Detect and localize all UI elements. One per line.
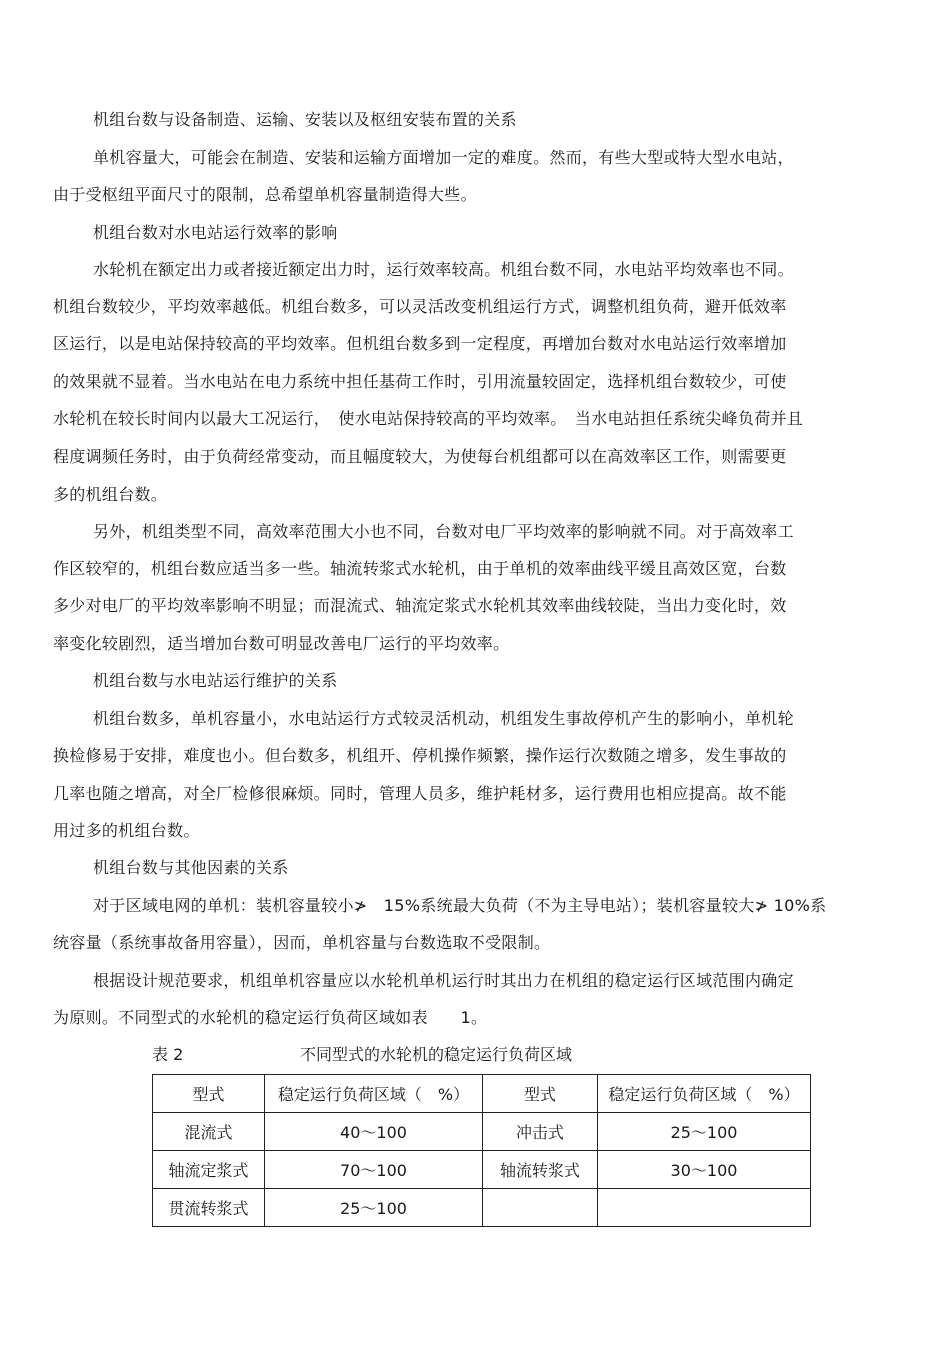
text-line: 几率也随之增高，对全厂检修很麻烦。同时，管理人员多，维护耗材多，运行费用也相应提高。故不能: [53, 784, 787, 803]
text-line: 单机容量大，可能会在制造、安装和运输方面增加一定的难度。然而，有些大型或特大型水电站，: [93, 148, 794, 167]
table-cell: [483, 1189, 598, 1227]
table-cell: 40～100: [265, 1113, 483, 1151]
table-cell: 轴流定浆式: [153, 1151, 265, 1189]
text-line: 的效果就不显着。当水电站在电力系统中担任基荷工作时，引用流量较固定，选择机组台数较少，可使: [53, 372, 787, 391]
text-line: 多少对电厂的平均效率影响不明显；而混流式、轴流定浆式水轮机其效率曲线较陡，当出力变化时，效: [53, 596, 787, 615]
text-line: 根据设计规范要求，机组单机容量应以水轮机单机运行时其出力在机组的稳定运行区域范围内确定: [93, 971, 794, 990]
table-cell: [598, 1189, 811, 1227]
section-heading: 机组台数与其他因素的关系: [93, 858, 289, 877]
header-cell: 稳定运行负荷区域（ %）: [265, 1075, 483, 1113]
text-line: 区运行，以是电站保持较高的平均效率。但机组台数多到一定程度，再增加台数对水电站运行效率增加: [53, 334, 787, 353]
text-line: 作区较窄的，机组台数应适当多一些。轴流转浆式水轮机，由于单机的效率曲线平缓且高效区宽，台数: [53, 559, 787, 578]
table-caption-label: 表 2: [152, 1045, 184, 1064]
table-cell: 30～100: [598, 1151, 811, 1189]
text-line: 率变化较剧烈，适当增加台数可明显改善电厂运行的平均效率。: [53, 634, 510, 653]
table-caption-title: 不同型式的水轮机的稳定运行负荷区域: [300, 1045, 573, 1064]
table-row: [153, 1189, 811, 1227]
text-line: 另外，机组类型不同，高效率范围大小也不同，台数对电厂平均效率的影响就不同。对于高效率工: [93, 522, 794, 541]
header-cell: 型式: [483, 1075, 598, 1113]
table-row: [153, 1151, 811, 1189]
text-line: 水轮机在较长时间内以最大工况运行， 使水电站保持较高的平均效率。 当水电站担任系统尖峰负荷并且: [53, 409, 804, 428]
text-line: 统容量（系统事故备用容量），因而，单机容量与台数选取不受限制。: [53, 933, 551, 952]
section-heading: 机组台数对水电站运行效率的影响: [93, 223, 338, 242]
text-line: 程度调频任务时，由于负荷经常变动，而且幅度较大，为使每台机组都可以在高效率区工作，则需要更: [53, 447, 787, 466]
table-cell: 轴流转浆式: [483, 1151, 598, 1189]
table-cell: 25～100: [265, 1189, 483, 1227]
section-heading: 机组台数与水电站运行维护的关系: [93, 671, 338, 690]
text-line: 机组台数较少，平均效率越低。机组台数多，可以灵活改变机组运行方式，调整机组负荷，避开低效率: [53, 297, 787, 316]
stable-load-table: [152, 1074, 811, 1227]
table-cell: 冲击式: [483, 1113, 598, 1151]
header-cell: 型式: [153, 1075, 265, 1113]
text-line: 水轮机在额定出力或者接近额定出力时，运行效率较高。机组台数不同，水电站平均效率也不同。: [93, 260, 794, 279]
table-cell: 混流式: [153, 1113, 265, 1151]
text-line: 对于区域电网的单机：装机容量较小≯ 15%系统最大负荷（不为主导电站）；装机容量较大≯ 10%系: [93, 896, 827, 915]
text-line: 换检修易于安排，难度也小。但台数多，机组开、停机操作频繁，操作运行次数随之增多，发生事故的: [53, 746, 787, 765]
text-line: 为原则。不同型式的水轮机的稳定运行负荷区域如表 1。: [53, 1008, 488, 1027]
text-line: 由于受枢纽平面尺寸的限制，总希望单机容量制造得大些。: [53, 185, 477, 204]
table-header-row: [153, 1075, 811, 1113]
text-line: 多的机组台数。: [53, 485, 168, 504]
table-cell: 70～100: [265, 1151, 483, 1189]
table-row: [153, 1113, 811, 1151]
table-cell: 25～100: [598, 1113, 811, 1151]
header-cell: 稳定运行负荷区域（ %）: [598, 1075, 811, 1113]
table-cell: 贯流转浆式: [153, 1189, 265, 1227]
section-heading: 机组台数与设备制造、运输、安装以及枢纽安装布置的关系: [93, 110, 517, 129]
text-line: 用过多的机组台数。: [53, 821, 200, 840]
text-line: 机组台数多，单机容量小，水电站运行方式较灵活机动，机组发生事故停机产生的影响小，单机轮: [93, 709, 794, 728]
